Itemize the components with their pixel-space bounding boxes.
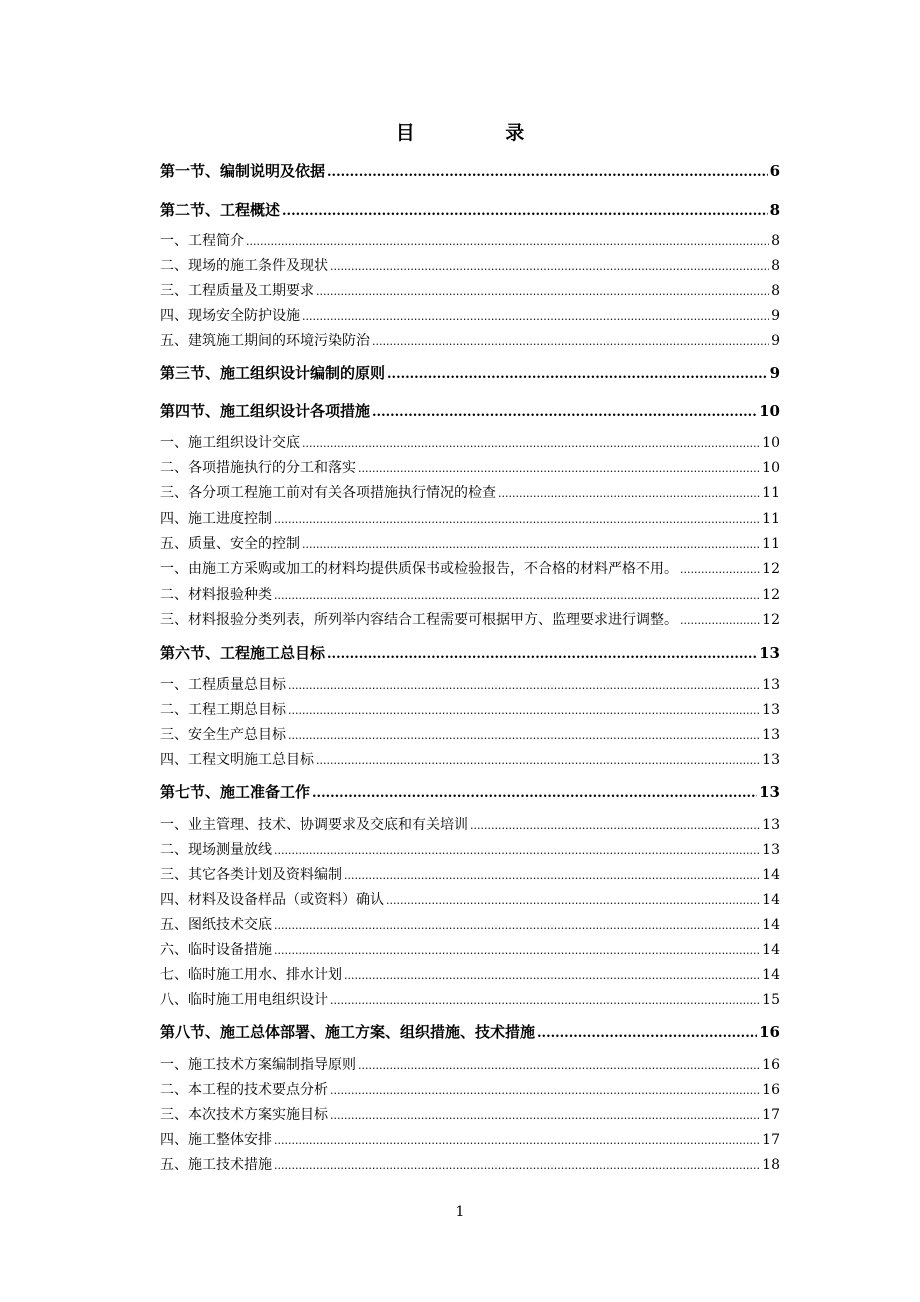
toc-entry-label: 三、本次技术方案实施目标 — [160, 1107, 328, 1123]
toc-subsection-entry[interactable] — [160, 964, 780, 984]
toc-entry-label: 一、工程质量总目标 — [160, 677, 286, 693]
toc-leader-dots — [498, 485, 760, 501]
toc-section-entry[interactable] — [160, 642, 780, 663]
toc-leader-dots — [274, 511, 760, 527]
toc-entry-page: 8 — [769, 201, 780, 219]
toc-leader-dots — [274, 917, 760, 933]
toc-subsection-entry[interactable] — [160, 914, 780, 934]
toc-entry-page: 14 — [762, 942, 780, 958]
toc-section-entry[interactable] — [160, 160, 780, 181]
toc-leader-dots — [274, 942, 760, 958]
toc-entry-page: 6 — [769, 162, 780, 180]
toc-leader-dots — [387, 364, 768, 382]
toc-subsection-entry[interactable] — [160, 889, 780, 909]
toc-entry-label: 五、质量、安全的控制 — [160, 536, 300, 552]
toc-subsection-entry[interactable] — [160, 330, 780, 350]
toc-subsection-entry[interactable] — [160, 584, 780, 604]
toc-entry-label: 第二节、工程概述 — [160, 201, 281, 219]
toc-entry-page: 13 — [762, 842, 780, 858]
toc-subsection-entry[interactable] — [160, 1104, 780, 1124]
toc-subsection-entry[interactable] — [160, 839, 780, 859]
toc-entry-label: 三、各分项工程施工前对有关各项措施执行情况的检查 — [160, 485, 496, 501]
toc-section-entry[interactable] — [160, 1021, 780, 1042]
toc-subsection-entry[interactable] — [160, 674, 780, 694]
toc-entry-page: 9 — [769, 364, 780, 382]
toc-leader-dots — [316, 283, 769, 299]
toc-leader-dots — [327, 644, 757, 662]
toc-entry-page: 13 — [759, 644, 780, 662]
toc-entry-page: 13 — [759, 783, 780, 801]
toc-subsection-entry[interactable] — [160, 609, 780, 629]
toc-leader-dots — [274, 587, 760, 603]
toc-entry-page: 17 — [762, 1132, 780, 1148]
toc-entry-page: 14 — [762, 917, 780, 933]
toc-entry-label: 第一节、编制说明及依据 — [160, 162, 326, 180]
toc-entry-page: 16 — [759, 1023, 780, 1041]
toc-subsection-entry[interactable] — [160, 558, 780, 578]
toc-entry-page: 12 — [762, 561, 780, 577]
toc-leader-dots — [680, 612, 760, 628]
toc-leader-dots — [372, 402, 757, 420]
toc-entry-label: 四、现场安全防护设施 — [160, 308, 300, 324]
toc-entry-label: 二、工程工期总目标 — [160, 702, 286, 718]
toc-subsection-entry[interactable] — [160, 1079, 780, 1099]
toc-entry-label: 二、各项措施执行的分工和落实 — [160, 460, 356, 476]
toc-subsection-entry[interactable] — [160, 508, 780, 528]
toc-entry-page: 13 — [762, 727, 780, 743]
toc-entry-label: 五、建筑施工期间的环境污染防治 — [160, 333, 370, 349]
toc-subsection-entry[interactable] — [160, 939, 780, 959]
toc-leader-dots — [288, 702, 760, 718]
toc-leader-dots — [274, 1157, 760, 1173]
toc-entry-label: 一、业主管理、技术、协调要求及交底和有关培训 — [160, 817, 468, 833]
toc-section-entry[interactable] — [160, 781, 780, 802]
toc-entry-label: 一、施工组织设计交底 — [160, 435, 300, 451]
toc-leader-dots — [470, 817, 760, 833]
toc-entry-page: 11 — [762, 485, 780, 501]
toc-subsection-entry[interactable] — [160, 989, 780, 1009]
toc-entry-page: 12 — [762, 612, 780, 628]
toc-entry-label: 四、施工整体安排 — [160, 1132, 272, 1148]
toc-section-entry[interactable] — [160, 362, 780, 383]
toc-entry-page: 15 — [762, 992, 780, 1008]
toc-subsection-entry[interactable] — [160, 814, 780, 834]
toc-leader-dots — [680, 561, 760, 577]
toc-leader-dots — [288, 677, 760, 693]
toc-leader-dots — [302, 435, 760, 451]
toc-leader-dots — [330, 1082, 760, 1098]
toc-subsection-entry[interactable] — [160, 482, 780, 502]
toc-entry-label: 三、工程质量及工期要求 — [160, 283, 314, 299]
toc-entry-page: 13 — [762, 752, 780, 768]
toc-entry-label: 六、临时设备措施 — [160, 942, 272, 958]
toc-entry-label: 四、施工进度控制 — [160, 511, 272, 527]
toc-entry-label: 五、施工技术措施 — [160, 1157, 272, 1173]
toc-subsection-entry[interactable] — [160, 457, 780, 477]
toc-subsection-entry[interactable] — [160, 699, 780, 719]
toc-subsection-entry[interactable] — [160, 255, 780, 275]
toc-entry-label: 三、其它各类计划及资料编制 — [160, 867, 342, 883]
toc-entry-label: 二、材料报验种类 — [160, 587, 272, 603]
toc-leader-dots — [330, 992, 760, 1008]
toc-entry-page: 13 — [762, 702, 780, 718]
toc-subsection-entry[interactable] — [160, 230, 780, 250]
toc-leader-dots — [316, 752, 760, 768]
toc-entry-label: 一、由施工方采购或加工的材料均提供质保书或检验报告，不合格的材料严格不用。 — [160, 561, 678, 577]
toc-entry-page: 16 — [762, 1082, 780, 1098]
toc-leader-dots — [302, 308, 769, 324]
toc-entry-page: 13 — [762, 677, 780, 693]
toc-title: 目 录 — [395, 122, 567, 144]
toc-leader-dots — [282, 201, 768, 219]
toc-leader-dots — [274, 1132, 760, 1148]
toc-entry-page: 14 — [762, 867, 780, 883]
toc-entry-page: 8 — [771, 283, 780, 299]
toc-section-entry[interactable] — [160, 400, 780, 421]
toc-entry-label: 第三节、施工组织设计编制的原则 — [160, 364, 386, 382]
toc-entry-label: 第八节、施工总体部署、施工方案、组织措施、技术措施 — [160, 1023, 536, 1041]
toc-entry-page: 8 — [771, 233, 780, 249]
toc-subsection-entry[interactable] — [160, 749, 780, 769]
toc-entry-label: 三、安全生产总目标 — [160, 727, 286, 743]
toc-entry-label: 第七节、施工准备工作 — [160, 783, 311, 801]
toc-entry-label: 二、现场测量放线 — [160, 842, 272, 858]
toc-entry-page: 14 — [762, 892, 780, 908]
toc-entry-page: 9 — [771, 308, 780, 324]
toc-entry-page: 8 — [771, 258, 780, 274]
toc-entry-page: 13 — [762, 817, 780, 833]
toc-entry-page: 10 — [762, 435, 780, 451]
toc-entry-label: 三、材料报验分类列表，所列举内容结合工程需要可根据甲方、监理要求进行调整。 — [160, 612, 678, 628]
toc-entry-page: 11 — [762, 511, 780, 527]
toc-subsection-entry[interactable] — [160, 1054, 780, 1074]
toc-leader-dots — [358, 1057, 760, 1073]
toc-entry-page: 16 — [762, 1057, 780, 1073]
toc-leader-dots — [344, 867, 760, 883]
toc-section-entry[interactable] — [160, 199, 780, 220]
toc-subsection-entry[interactable] — [160, 1129, 780, 1149]
toc-entry-label: 一、施工技术方案编制指导原则 — [160, 1057, 356, 1073]
toc-leader-dots — [288, 727, 760, 743]
toc-leader-dots — [246, 233, 769, 249]
toc-entry-label: 二、现场的施工条件及现状 — [160, 258, 328, 274]
toc-subsection-entry[interactable] — [160, 280, 780, 300]
toc-entry-label: 二、本工程的技术要点分析 — [160, 1082, 328, 1098]
toc-entry-page: 10 — [759, 402, 780, 420]
toc-leader-dots — [302, 536, 760, 552]
toc-subsection-entry[interactable] — [160, 1154, 780, 1174]
toc-subsection-entry[interactable] — [160, 533, 780, 553]
toc-leader-dots — [330, 1107, 760, 1123]
toc-leader-dots — [330, 258, 769, 274]
toc-leader-dots — [386, 892, 760, 908]
page-number: 1 — [455, 1204, 465, 1220]
toc-entry-page: 12 — [762, 587, 780, 603]
toc-subsection-entry[interactable] — [160, 432, 780, 452]
toc-leader-dots — [327, 162, 768, 180]
toc-entry-label: 第六节、工程施工总目标 — [160, 644, 326, 662]
toc-entry-label: 五、图纸技术交底 — [160, 917, 272, 933]
toc-entry-label: 四、工程文明施工总目标 — [160, 752, 314, 768]
toc-entry-label: 四、材料及设备样品（或资料）确认 — [160, 892, 384, 908]
toc-entry-label: 八、临时施工用电组织设计 — [160, 992, 328, 1008]
toc-leader-dots — [312, 783, 757, 801]
toc-leader-dots — [344, 967, 760, 983]
toc-leader-dots — [537, 1023, 757, 1041]
toc-subsection-entry[interactable] — [160, 305, 780, 325]
toc-entry-page: 17 — [762, 1107, 780, 1123]
toc-subsection-entry[interactable] — [160, 724, 780, 744]
toc-entry-page: 11 — [762, 536, 780, 552]
toc-entry-label: 一、工程简介 — [160, 233, 244, 249]
toc-entry-page: 14 — [762, 967, 780, 983]
toc-entry-page: 9 — [771, 333, 780, 349]
toc-entry-label: 第四节、施工组织设计各项措施 — [160, 402, 371, 420]
toc-subsection-entry[interactable] — [160, 864, 780, 884]
toc-leader-dots — [372, 333, 769, 349]
toc-entry-page: 18 — [762, 1157, 780, 1173]
toc-entry-label: 七、临时施工用水、排水计划 — [160, 967, 342, 983]
toc-entry-page: 10 — [762, 460, 780, 476]
toc-leader-dots — [274, 842, 760, 858]
toc-leader-dots — [358, 460, 760, 476]
